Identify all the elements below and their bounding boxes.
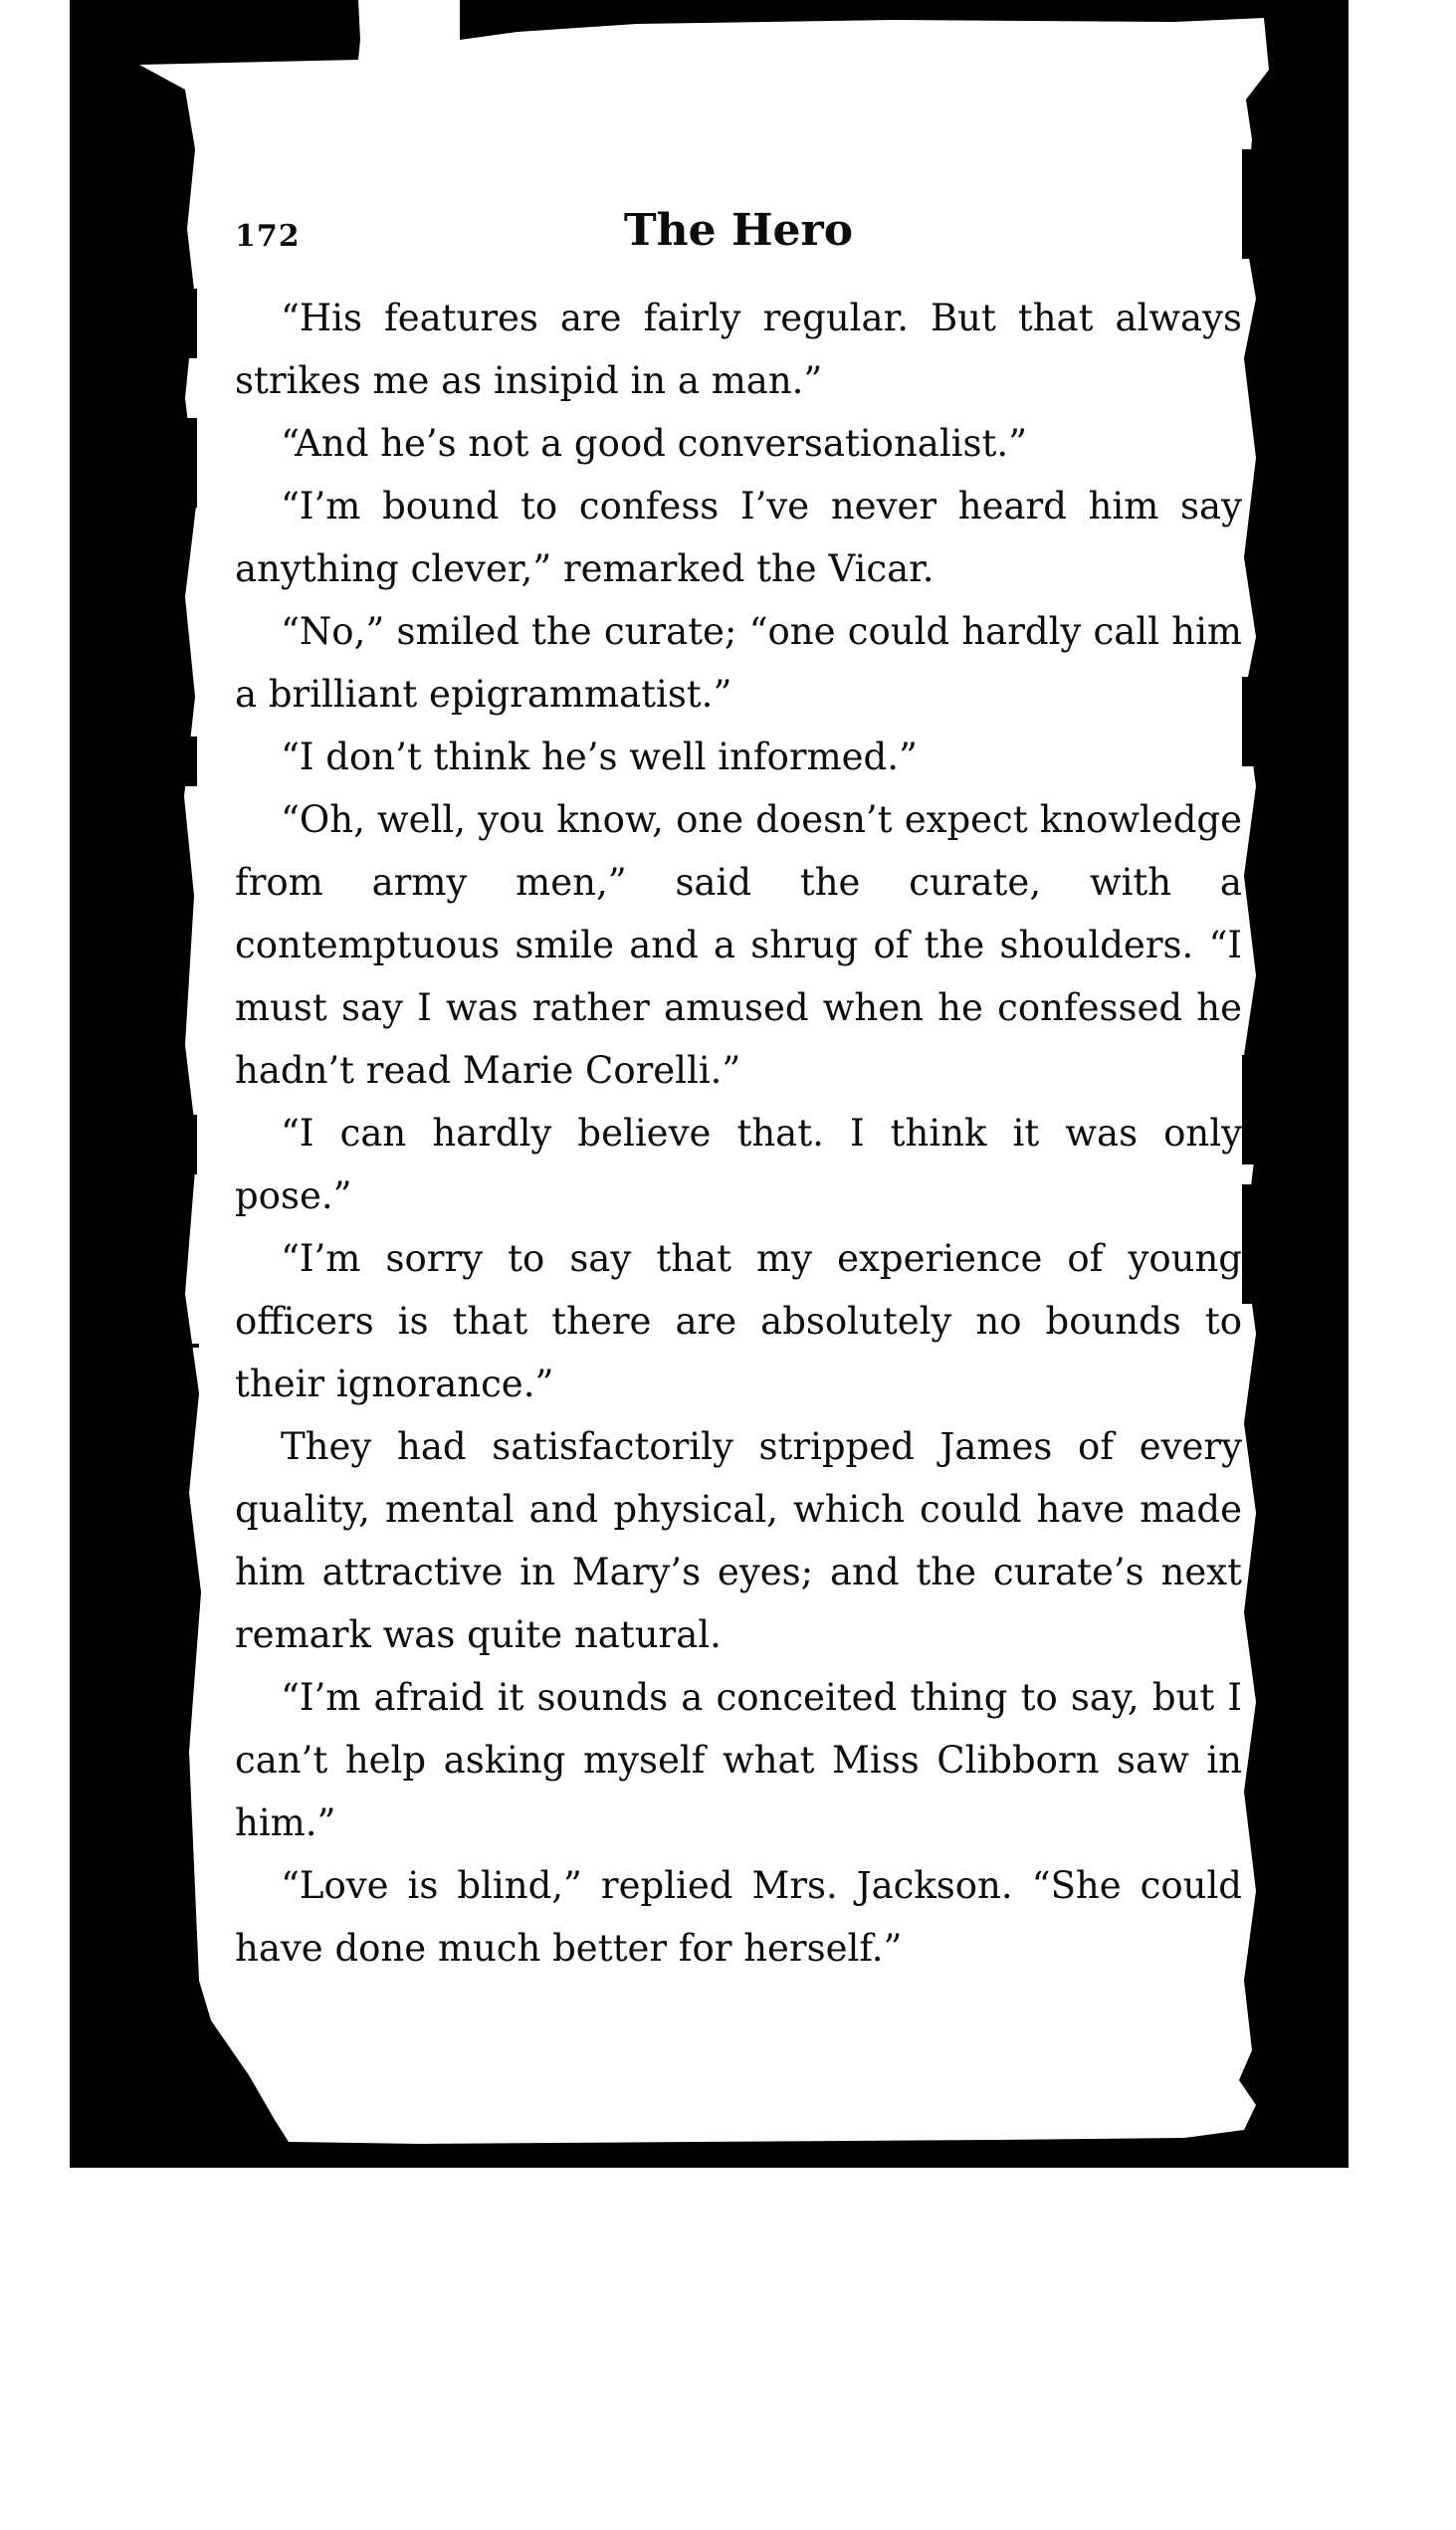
- paragraph: “I’m sorry to say that my experience of young officers is that there are absolutely no bounds to their ignorance.”: [235, 1237, 1242, 1405]
- running-head: [235, 199, 1242, 269]
- paragraph: “I’m bound to confess I’ve never heard him say anything clever,” remarked the Vicar.: [235, 485, 1242, 590]
- paragraph: “I can hardly believe that. I think it was only pose.”: [235, 1112, 1242, 1217]
- running-title: The Hero: [623, 205, 854, 256]
- paragraph: “Oh, well, you know, one doesn’t expect knowledge from army men,” said the curate, with a contemptuous smile and a shrug of the shoulders. “I must say I was rather amused when he confessed he hadn’t read Marie Corelli.”: [235, 798, 1242, 1092]
- paragraph: “And he’s not a good conversationalist.”: [281, 422, 1028, 465]
- page-content: [235, 199, 1242, 1980]
- paragraph: They had satisfactorily stripped James of every quality, mental and physical, which could have made him attractive in Mary’s eyes; and the curate’s next remark was quite natural.: [235, 1425, 1242, 1656]
- page-number: 172: [235, 219, 301, 254]
- paragraph: “His features are fairly regular. But that always strikes me as insipid in a man.”: [235, 297, 1242, 402]
- paragraph: “I’m afraid it sounds a conceited thing to say, but I can’t help asking myself what Miss Clibborn saw in him.”: [235, 1676, 1242, 1844]
- paragraph: “I don’t think he’s well informed.”: [281, 736, 918, 778]
- body-text: [235, 287, 1242, 1980]
- paragraph: “Love is blind,” replied Mrs. Jackson. “She could have done much better for herself.”: [235, 1864, 1242, 1970]
- paragraph: “No,” smiled the curate; “one could hardly call him a brilliant epigrammatist.”: [235, 610, 1242, 716]
